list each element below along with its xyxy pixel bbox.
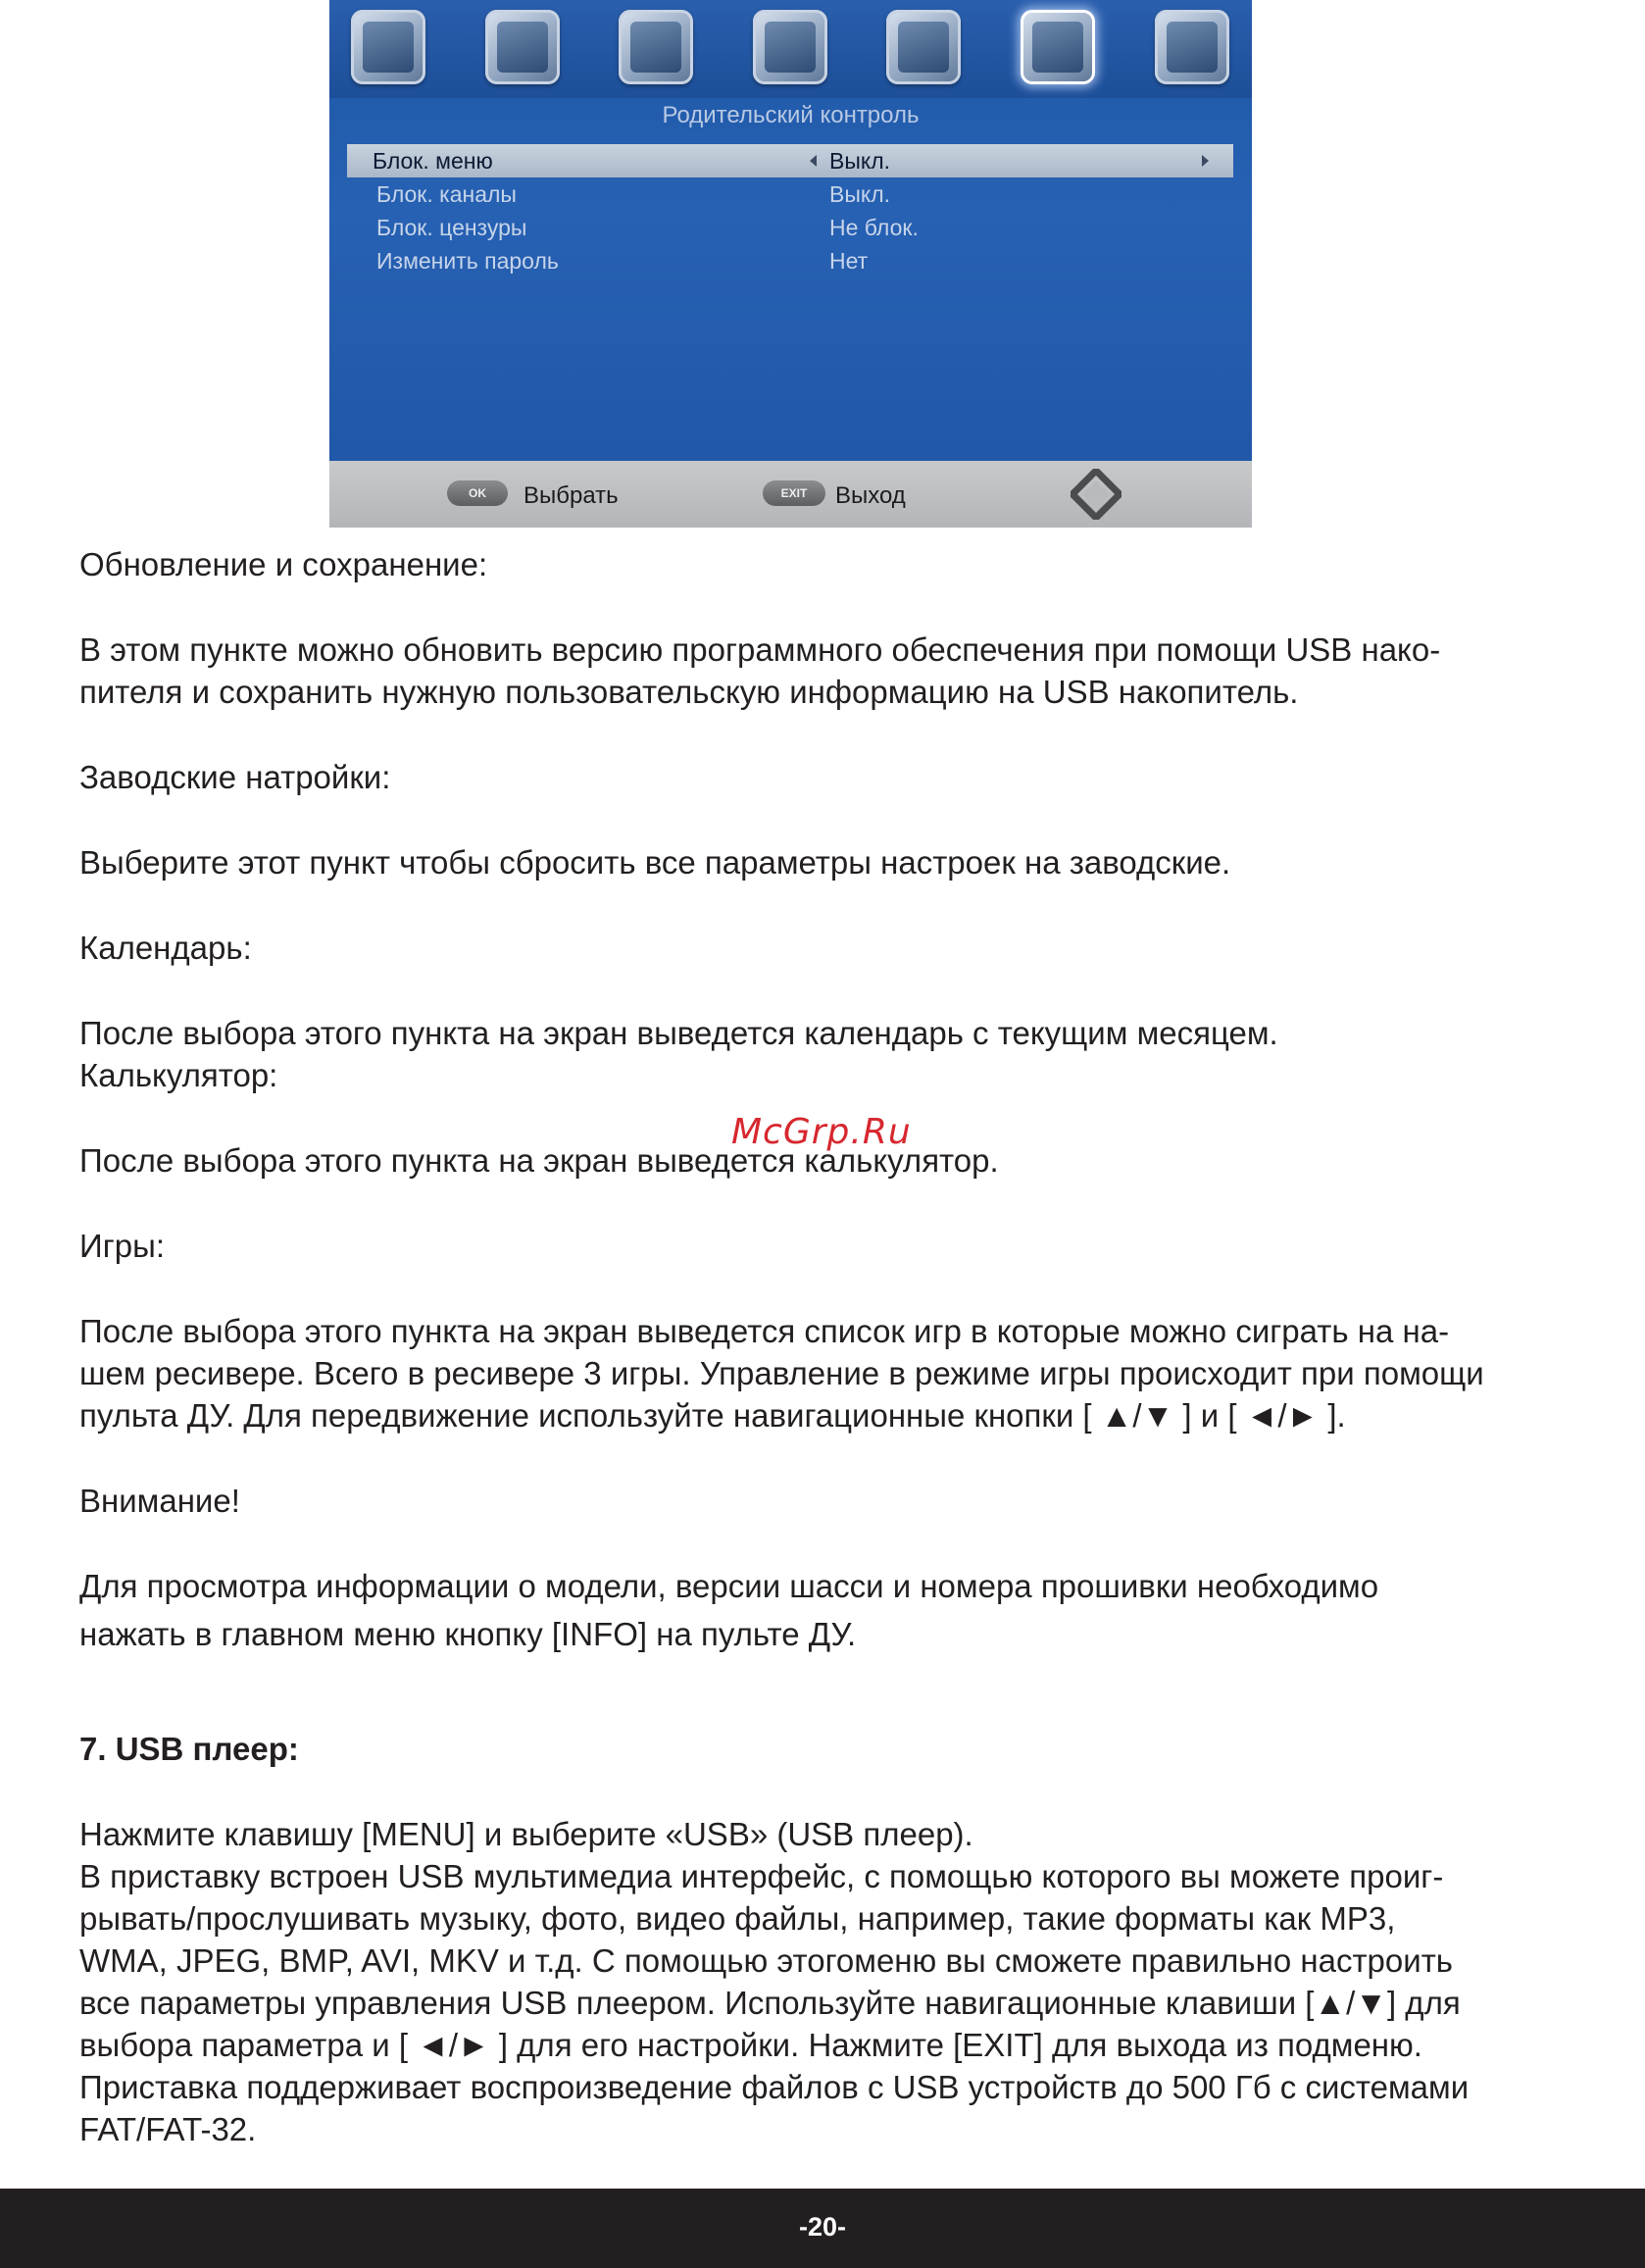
text-line: рывать/прослушивать музыку, фото, видео файлы, например, такие форматы как MP3,	[79, 1900, 1396, 1937]
menu-row-label: Блок. каналы	[376, 181, 517, 207]
channel-icon[interactable]	[753, 10, 827, 84]
page-footer	[0, 2189, 1645, 2268]
menu-row-value: Не блок.	[829, 215, 919, 240]
menu-row-lock-channels[interactable]	[347, 177, 1233, 211]
arrow-left-icon[interactable]	[810, 155, 817, 167]
menu-row-label: Блок. меню	[373, 148, 493, 174]
menu-row-label: Блок. цензуры	[376, 215, 527, 240]
exit-key-icon: EXIT	[763, 480, 825, 506]
sound-icon[interactable]	[485, 10, 560, 84]
heading-update-save: Обновление и сохранение:	[79, 546, 488, 582]
heading-factory-settings: Заводские натройки:	[79, 759, 391, 795]
text-line: После выбора этого пункта на экран выведется калькулятор.	[79, 1142, 999, 1179]
system-icon[interactable]	[1021, 10, 1095, 84]
text-line: нажать в главном меню кнопку [INFO] на пульте ДУ.	[79, 1616, 857, 1652]
option-icon[interactable]	[886, 10, 961, 84]
text-line: Выберите этот пункт чтобы сбросить все параметры настроек на заводские.	[79, 844, 1231, 881]
ok-key-icon: OK	[447, 480, 508, 506]
text-line: выбора параметра и [ ◄/► ] для его настройки. Нажмите [EXIT] для выхода из подменю.	[79, 2027, 1422, 2063]
text-line: пульта ДУ. Для передвижение используйте навигационные кнопки [ ▲/▼ ] и [ ◄/► ].	[79, 1397, 1346, 1434]
menu-row-value: Выкл.	[829, 181, 891, 207]
menu-footer	[329, 461, 1252, 528]
menu-row-lock-menu[interactable]	[347, 144, 1233, 177]
heading-calculator: Калькулятор:	[79, 1057, 278, 1093]
menu-title: Родительский контроль	[662, 102, 920, 128]
text-line: все параметры управления USB плеером. Используйте навигационные клавиши [▲/▼] для	[79, 1985, 1461, 2021]
text-line: Нажмите клавишу [MENU] и выберите «USB» (USB плеер).	[79, 1816, 973, 1852]
menu-icon-bar	[329, 0, 1252, 98]
text-line: После выбора этого пункта на экран выведется список игр в которые можно сиграть на на-	[79, 1313, 1450, 1349]
menu-row-value: Нет	[829, 248, 869, 274]
menu-row-change-password[interactable]	[347, 244, 1233, 277]
time-icon[interactable]	[619, 10, 693, 84]
tv-menu-screenshot	[329, 0, 1252, 528]
text-line: шем ресивере. Всего в ресивере 3 игры. Управление в режиме игры происходит при помощи	[79, 1355, 1484, 1391]
menu-row-label: Изменить пароль	[376, 248, 559, 274]
menu-row-value: Выкл.	[829, 148, 891, 174]
usb-icon[interactable]	[1155, 10, 1229, 84]
watermark: McGrp.Ru	[731, 1112, 912, 1152]
section-title-usb-player: 7. USB плеер:	[79, 1731, 299, 1767]
heading-attention: Внимание!	[79, 1483, 240, 1519]
menu-row-lock-censorship[interactable]	[347, 211, 1233, 244]
text-line: В этом пункте можно обновить версию программного обеспечения при помощи USB нако-	[79, 631, 1441, 668]
text-line: Приставка поддерживает воспроизведение файлов с USB устройств до 500 Гб с системами	[79, 2069, 1470, 2105]
heading-calendar: Календарь:	[79, 930, 252, 966]
text-line: WMA, JPEG, BMP, AVI, MKV и т.д. С помощью этогоменю вы сможете правильно настроить	[79, 1942, 1454, 1979]
exit-hint: Выход	[835, 482, 906, 509]
arrow-right-icon[interactable]	[1202, 155, 1209, 167]
page-number: -20-	[798, 2212, 846, 2242]
picture-icon[interactable]	[351, 10, 425, 84]
navigation-dpad-icon	[1071, 469, 1122, 520]
text-line: После выбора этого пункта на экран выведется календарь с текущим месяцем.	[79, 1015, 1278, 1051]
text-line: В приставку встроен USB мультимедиа интерфейс, с помощью которого вы можете проиг-	[79, 1858, 1444, 1894]
text-line: пителя и сохранить нужную пользовательскую информацию на USB накопитель.	[79, 674, 1299, 710]
select-hint: Выбрать	[523, 482, 619, 509]
heading-games: Игры:	[79, 1228, 165, 1264]
text-line: FAT/FAT-32.	[79, 2111, 257, 2147]
text-line: Для просмотра информации о модели, версии шасси и номера прошивки необходимо	[79, 1568, 1379, 1604]
